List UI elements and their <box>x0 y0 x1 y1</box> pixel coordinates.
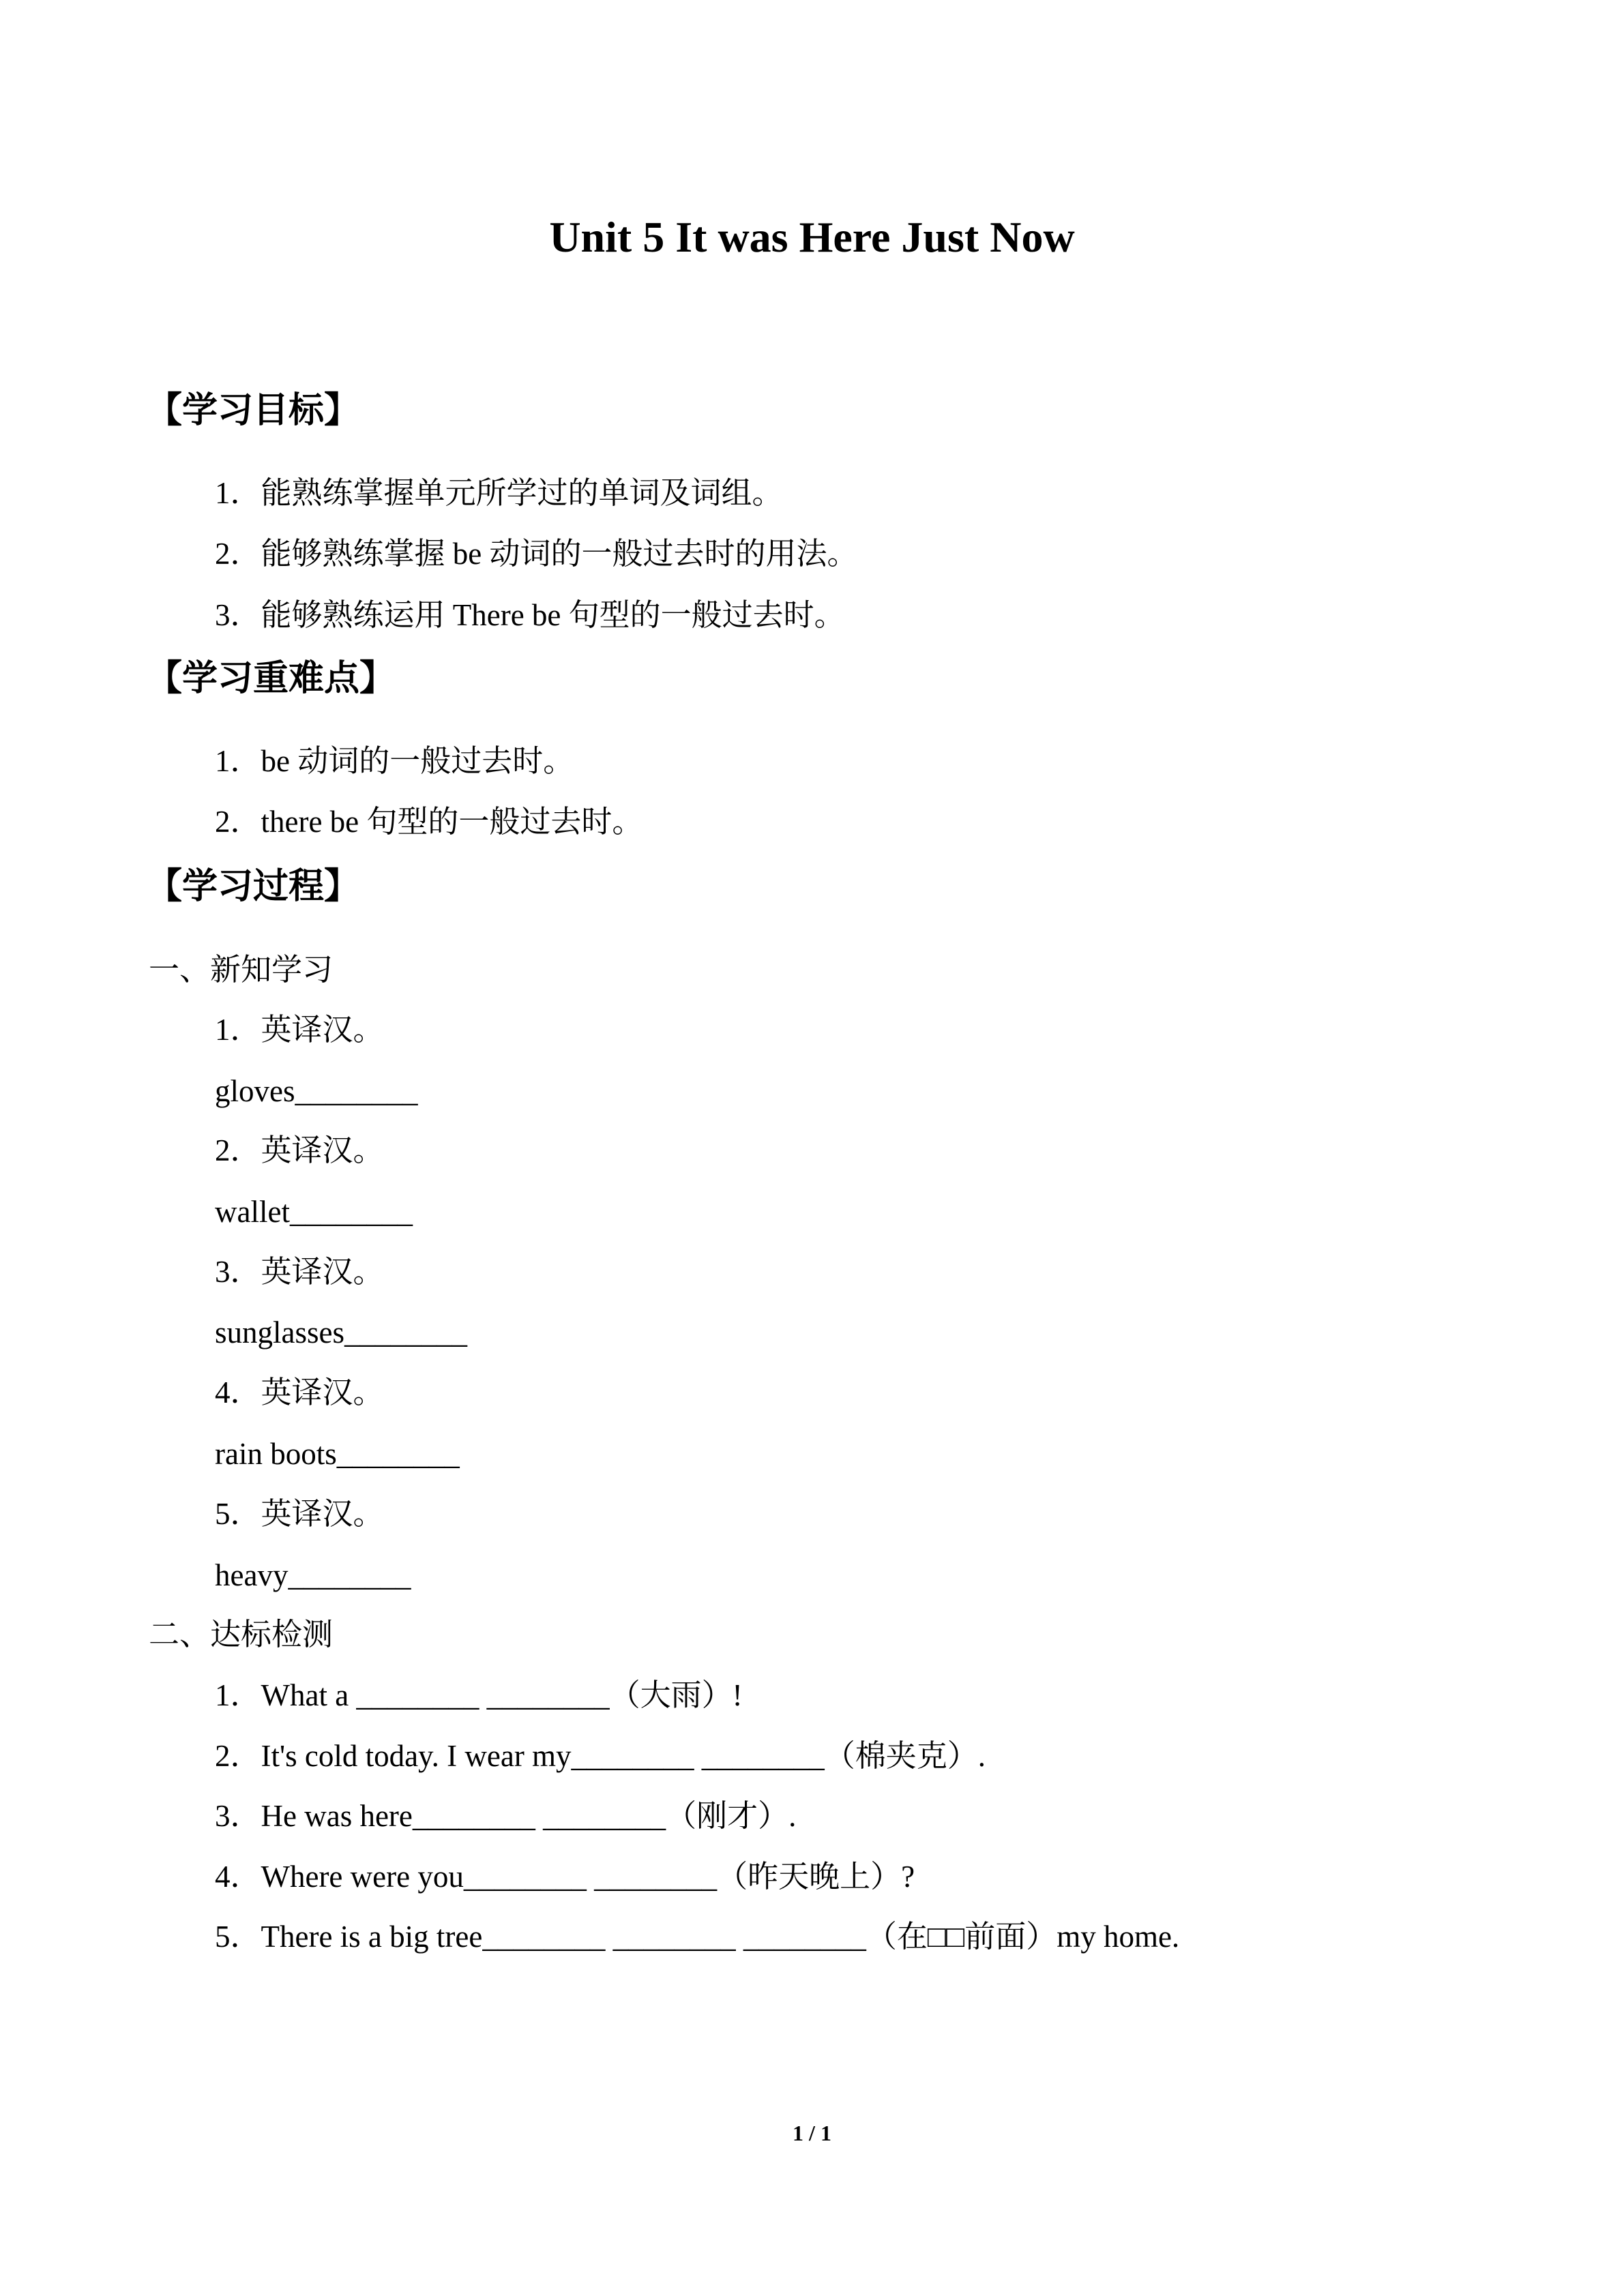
exercise-answer-line: wallet________ <box>215 1195 413 1229</box>
assessment-item: 1．What a ________ ________（大雨）! <box>215 1678 743 1712</box>
exercise-prompt: 5．英译汉。 <box>215 1497 384 1531</box>
part-heading-new-knowledge: 一、新知学习 <box>149 953 334 987</box>
assessment-item: 2．It's cold today. I wear my________ ________（棉夹克）. <box>215 1739 986 1773</box>
assessment-item: 4．Where were you________ ________（昨天晚上）? <box>215 1860 915 1894</box>
exercise-prompt: 4．英译汉。 <box>215 1375 384 1410</box>
document-title: Unit 5 It was Here Just Now <box>549 213 1075 261</box>
section-heading-goals: 【学习目标】 <box>147 390 360 431</box>
assessment-item: 5．There is a big tree________ ________ ________（在□□前面）my home. <box>215 1920 1180 1954</box>
exercise-answer-line: heavy________ <box>215 1558 411 1592</box>
goal-item: 3．能够熟练运用 There be 句型的一般过去时。 <box>215 598 845 632</box>
assessment-item: 3．He was here________ ________（刚才）. <box>215 1799 797 1833</box>
exercise-answer-line: gloves________ <box>215 1074 418 1108</box>
part-heading-assessment: 二、达标检测 <box>149 1617 334 1652</box>
key-point-item: 1．be 动词的一般过去时。 <box>215 744 574 778</box>
exercise-answer-line: sunglasses________ <box>215 1315 467 1350</box>
goal-item: 1．能熟练掌握单元所学过的单词及词组。 <box>215 476 783 510</box>
section-heading-key-points: 【学习重难点】 <box>147 658 396 699</box>
exercise-prompt: 2．英译汉。 <box>215 1133 384 1167</box>
exercise-prompt: 1．英译汉。 <box>215 1013 384 1047</box>
section-heading-process: 【学习过程】 <box>147 866 360 907</box>
page-number: 1 / 1 <box>793 2121 831 2145</box>
exercise-answer-line: rain boots________ <box>215 1437 460 1471</box>
key-point-item: 2．there be 句型的一般过去时。 <box>215 805 643 839</box>
exercise-prompt: 3．英译汉。 <box>215 1255 384 1289</box>
goal-item: 2．能够熟练掌握 be 动词的一般过去时的用法。 <box>215 537 858 571</box>
